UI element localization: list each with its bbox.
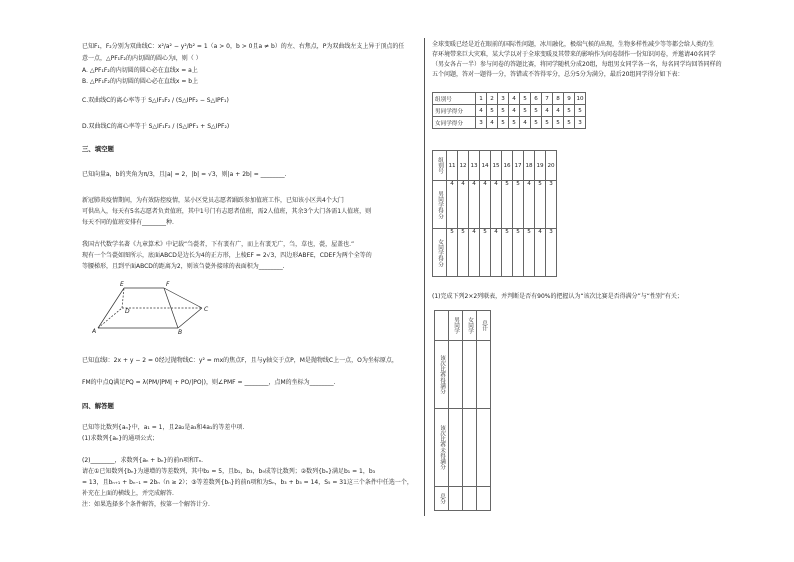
section-fill-blank-heading: 三、填空题: [82, 145, 114, 153]
volunteer-question-line1: 新冠肺炎疫情期间，为有效防控疫情，某小区党员志愿者踊跃参加值班工作，已知该小区共4个大门: [82, 197, 344, 204]
table-row: 组别号 11 12 13 14 15 16 17 18 19 20: [433, 151, 557, 181]
parabola-question-line1: 已知直线l：2x + y − 2 = 0经过抛物线C：y² = mx的焦点F，且与y轴交于点P，M是抛物线C上一点，O为坐标原点，: [82, 357, 398, 364]
table-row: 女同学得分 5 5 4 5 4 5 5 5 4 3: [433, 229, 557, 277]
sequence-question-line2: (1)求数列{aₙ}的通项公式；: [82, 435, 159, 442]
label-f: F: [166, 281, 170, 288]
vector-question: 已知向量a，b的夹角为π/3，且|a| = 2，|b| = √3，则|a + 2b| = ________.: [82, 171, 287, 178]
hyperbola-question-line1: 已知F₁，F₂分别为双曲线C：x²/a² − y²/b² = 1（a > 0，b > 0且a ≠ b）的左、右焦点，P为双曲线左支上异于顶点的任: [82, 43, 405, 50]
col-header-total: 总计: [481, 319, 487, 332]
row-header-total: 总分: [439, 492, 445, 505]
table-row: 男同学得分 4 4 4 4 4 5 5 4 5 3: [433, 181, 557, 229]
contingency-table: [434, 310, 491, 511]
solid-question-line3: 等腰梯形，且到平面ABCD的距离为2，则该刍甍外接球的表面积为________.: [82, 263, 285, 270]
table-row: [435, 311, 491, 341]
hyperbola-question-line2: 意一点，△PF₁F₂的内切圆的圆心为I，则（ ）: [82, 55, 202, 62]
volunteer-question-line2: 可供出入，每天有5名志愿者负责值班，其中1号门有志愿者值班，需2人值班，其余3个大门各需1人值班，则: [82, 208, 372, 215]
option-b: B. △PF₁F₂的内切圆的圆心必在直线x = b上: [82, 78, 199, 85]
option-d: D.双曲线C的离心率等于 S△IF₁F₂ / (S△IPF₁ + S△IPF₂): [82, 123, 230, 130]
intro-line1: 全球变暖已经是近在眼前的国际性问题，冰川融化，极端气候的出现，生物多样性减少等等都会给人类的生: [432, 41, 715, 48]
volunteer-question-line3: 每天不同的值班安排有________种.: [82, 219, 174, 226]
sequence-question-line4: 请在①已知数列{bₙ}为递增的等差数列，其中b₂ = 5，且b₁，b₃，b₉成等比数列；②数列{bₙ}满足b₁ = 1，b₃: [82, 468, 376, 475]
sequence-question-line1: 已知等比数列{aₙ}中，a₁ = 1，且2a₂是a₃和4a₁的等差中项.: [82, 424, 245, 431]
solid-question-line2: 现有一个刍甍如图所示，底面ABCD是边长为4的正方形，上棱EF = 2√3，四边形ABFE，CDEF为两个全等的: [82, 252, 372, 259]
row-header-full-score: 该次比赛得满分: [439, 354, 445, 395]
section-answer-heading: 四、解答题: [82, 402, 114, 410]
score-table-groups-11-20: [432, 150, 557, 277]
col-header-male: 男同学: [453, 317, 459, 334]
option-a: A. △PF₁F₂的内切圆的圆心必在直线x = a上: [82, 67, 198, 74]
intro-line2: 存环境带来巨大灾难，某大学以对于全球变暖及其带来的影响作为问卷制作一份知识问卷，并邀请40名同学: [432, 51, 716, 58]
option-c: C.双曲线C的离心率等于 S△IF₁F₂ / (S△IPF₂ − S△IPF₁): [82, 97, 229, 104]
question-1: (1)完成下列2×2列联表，并判断是否有90%的把握认为“该次比赛是否得满分”与“性别”有关；: [432, 293, 683, 300]
intro-line4: 五个问题，答对一题得一分，答错或不答得零分，总分5分为满分，最后20组同学得分如下表：: [432, 71, 684, 78]
label-c: C: [204, 306, 209, 313]
label-a: A: [92, 328, 97, 335]
sequence-question-line7: 注：如果选择多个条件解答，按第一个解答计分.: [82, 501, 210, 508]
sequence-question-line6: 补充在上面的横线上，并完成解答.: [82, 490, 174, 497]
header-label: 组别号: [433, 93, 476, 105]
header-label: 组别号: [437, 157, 443, 174]
table-row: 男同学得分 4 5 5 4 5 5 4 4 5 5: [433, 105, 586, 117]
score-table-groups-1-10: [432, 92, 586, 129]
table-row: [435, 487, 491, 511]
col-header-female: 女同学: [467, 317, 473, 334]
table-row: 组别号 1 2 3 4 5 6 7 8 9 10: [433, 93, 586, 105]
label-d: D: [125, 308, 130, 315]
chumeng-solid-figure: [92, 280, 222, 335]
label-b: B: [178, 329, 183, 335]
solid-question-line1: 我国古代数学名著《九章算术》中记载“刍甍者，下有袤有广，而上有袤无广，刍，草也，甍，屋盖也.”: [82, 241, 355, 248]
sequence-question-line5: = 13，且bₙ₊₁ + bₙ₋₁ = 2bₙ（n ≥ 2）；③等差数列{bₙ}的前n项和为Sₙ，b₃ + b₅ = 14，S₅ = 31这三个条件中任选一个，: [82, 479, 413, 486]
table-row: [435, 409, 491, 487]
column-divider: [424, 38, 425, 516]
table-row: [435, 341, 491, 409]
intro-line3: （男女各占一半）参与问卷的答题比赛，将同学随机分成20组，每组男女同学各一名，每名同学均回答同样的: [432, 61, 722, 68]
table-row: 女同学得分 3 4 5 5 4 5 5 5 5 3: [433, 117, 586, 129]
parabola-question-line2: FM的中点Q满足PQ = λ(PM/|PM| + PO/|PO|)，则∠PMF = ________，点M的坐标为________.: [82, 379, 336, 386]
sequence-question-line3: (2)________，求数列{aₙ + bₙ}的前n项和Tₙ.: [82, 457, 204, 464]
label-e: E: [120, 281, 124, 288]
row-header-not-full-score: 该次比赛未得满分: [439, 425, 445, 470]
